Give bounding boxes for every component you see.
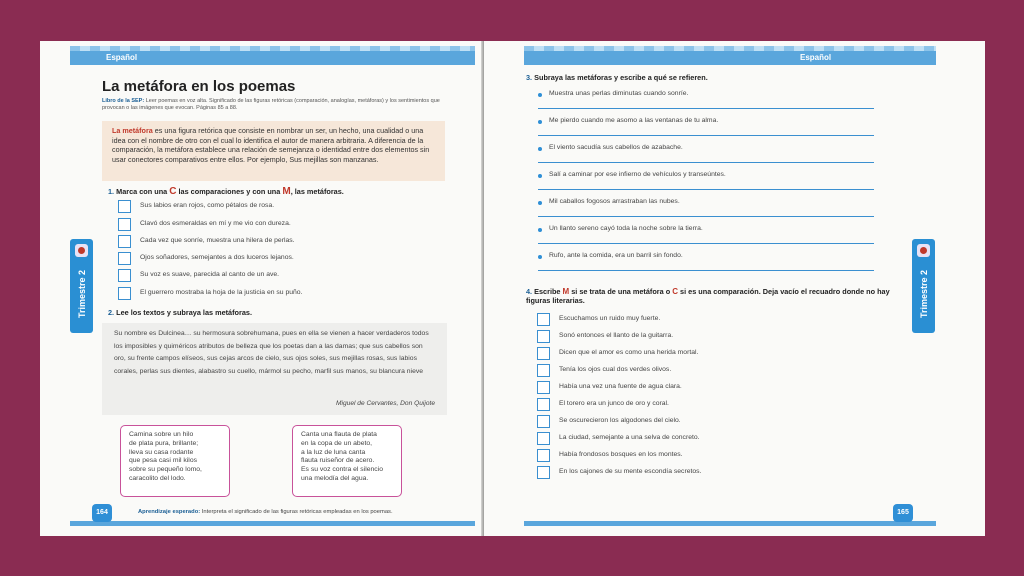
sep-reference [102,98,447,112]
subject-label: Español [800,53,832,62]
question-3-title [526,73,708,82]
book-spread [40,41,985,536]
poem-line: Es su voz contra el silencio [301,466,383,474]
trimester-label: Trimestre 2 [77,269,87,319]
q4-item-text: La ciudad, semejante a una selva de concreto. [559,434,700,441]
poem-box-1 [120,425,230,497]
poem-box-2 [292,425,402,497]
q4-item-text: Sonó entonces el llanto de la guitarra. [559,332,674,339]
answer-checkbox[interactable] [537,330,550,343]
poem-line: que pesa casi mil kilos [129,457,197,465]
answer-checkbox[interactable] [118,200,131,213]
subject-label: Español [106,53,138,62]
passage-author: Miguel de Cervantes, Don Quijote [336,400,435,407]
letter-c: C [672,287,678,296]
answer-checkbox[interactable] [537,398,550,411]
answer-line[interactable] [538,135,874,136]
trimester-tab [912,239,935,333]
q1-item-text: Sus labios eran rojos, como pétalos de rosa. [140,202,275,209]
poem-line: Canta una flauta de plata [301,431,377,438]
page-number: 165 [893,504,913,522]
question-1-title [108,186,344,197]
q3-text: Subraya las metáforas y escribe a qué se refieren. [534,73,708,82]
answer-checkbox[interactable] [118,235,131,248]
poem-line: lleva su casa rodante [129,448,194,456]
book-icon [75,244,88,257]
q1-text-pre: Marca con una [116,187,170,196]
q4-item-text: Había una vez una fuente de agua clara. [559,383,682,390]
bullet [538,174,542,178]
answer-line[interactable] [538,162,874,163]
poem-line: sobre su pequeño lomo, [129,466,202,474]
answer-line[interactable] [538,243,874,244]
question-number: 1. [108,187,115,196]
answer-checkbox[interactable] [537,313,550,326]
answer-checkbox[interactable] [537,364,550,377]
q2-text: Lee los textos y subraya las metáforas. [116,308,252,317]
poem-line: a la luz de luna canta [301,448,366,456]
bullet [538,147,542,151]
q4-item-text: Había frondosos bosques en los montes. [559,451,683,458]
q1-text-post: , las metáforas. [290,187,344,196]
definition-keyword: La metáfora [112,126,153,135]
poem-line: Camina sobre un hilo [129,431,194,438]
q1-item-text: Su voz es suave, parecida al canto de un ave. [140,271,280,278]
answer-checkbox[interactable] [537,381,550,394]
answer-checkbox[interactable] [118,252,131,265]
reference-text: Leer poemas en voz alta. Significado de las figuras retóricas (comparación, analogías, metáforas) y los sentimientos que provocan o las imágenes que evocan. Páginas 85 a 88. [102,98,440,111]
quote-passage [102,323,447,415]
q4-item-text: En los cajones de su mente escondía secretos. [559,468,702,475]
letter-c: C [169,186,177,197]
q3-item-text: Me pierdo cuando me asomo a las ventanas de tu alma. [549,117,719,124]
q1-item-text: Clavó dos esmeraldas en mí y me vio con dureza. [140,220,291,227]
passage-text: Su nombre es Dulcinea… su hermosura sobrehumana, pues en ella se vienen a hacer verdaderos todos los imposibles y quiméricos atributos de belleza que los poetas dan a las damas; que sus cabellos son oro, su frente campos elíseos, sus cejas arcos de cielo, sus ojos soles, sus mejillas rosas, sus labios corales, perlas sus dientes, alabastro su cuello, mármol su pecho, marfil sus manos, su blancura nieve [114,330,429,375]
footer-bar [70,521,475,526]
q4-item-text: El torero era un junco de oro y coral. [559,400,669,407]
objective-label: Aprendizaje esperado: [138,509,201,515]
answer-checkbox[interactable] [118,287,131,300]
trimester-label: Trimestre 2 [919,269,929,319]
q4-text-post: si es una comparación. Deja vacío el recuadro donde no hay figuras literarias. [526,287,890,305]
definition-body: es una figura retórica que consiste en nombrar un ser, un hecho, una cualidad o una idea con el nombre de otro con el cual lo identifica el autor de manera arbitraria. A diferencia de la comparación, la metáfora establece una relación de semejanza o identidad entre dos elementos sin usar conectores comparativos entre ellos. Por ejemplo, Sus mejillas son manzanas. [112,126,430,164]
bullet [538,228,542,232]
q3-item-text: Rufo, ante la comida, era un barril sin fondo. [549,252,683,259]
bullet [538,255,542,259]
answer-line[interactable] [538,270,874,271]
bullet [538,93,542,97]
page-title: La metáfora en los poemas [102,78,296,95]
letter-m: M [562,287,570,296]
left-page [40,41,483,536]
header-bar [524,51,936,65]
q1-item-text: Ojos soñadores, semejantes a dos luceros lejanos. [140,254,294,261]
answer-checkbox[interactable] [118,269,131,282]
answer-line[interactable] [538,216,874,217]
q4-text-pre: Escribe [534,287,563,296]
question-number: 3. [526,73,533,82]
page-number: 164 [92,504,112,522]
answer-checkbox[interactable] [118,218,131,231]
question-number: 2. [108,308,115,317]
answer-checkbox[interactable] [537,415,550,428]
poem-line: caracolito del lodo. [129,474,186,482]
question-2-title [108,308,252,317]
right-page [484,41,985,536]
book-icon [917,244,930,257]
poem-line: una melodía del agua. [301,474,369,482]
definition-text [112,126,435,164]
objective-text: Interpreta el significado de las figuras retóricas empleadas en los poemas. [201,509,393,515]
q3-item-text: Salí a caminar por ese infierno de vehículos y transeúntes. [549,171,726,178]
q4-item-text: Se oscurecieron los algodones del cielo. [559,417,681,424]
q1-text-mid: las comparaciones y con una [176,187,283,196]
poem-line: flauta ruiseñor de acero. [301,457,375,465]
answer-checkbox[interactable] [537,466,550,479]
q4-item-text: Dicen que el amor es como una herida mortal. [559,349,699,356]
q3-item-text: Un llanto sereno cayó toda la noche sobre la tierra. [549,225,703,232]
q4-text-mid: si se trata de una metáfora o [569,287,673,296]
answer-checkbox[interactable] [537,432,550,445]
q1-item-text: El guerrero mostraba la hoja de la justicia en su puño. [140,289,303,296]
q4-item-text: Escuchamos un ruido muy fuerte. [559,315,661,322]
q1-item-text: Cada vez que sonríe, muestra una hilera de perlas. [140,237,295,244]
poem-line: en la copa de un abeto, [301,439,373,447]
answer-line[interactable] [538,108,874,109]
trimester-tab [70,239,93,333]
poem-line: de plata pura, brillante; [129,439,199,447]
question-number: 4. [526,287,533,296]
q3-item-text: Mil caballos fogosos arrastraban las nubes. [549,198,680,205]
letter-m: M [282,186,291,197]
answer-line[interactable] [538,189,874,190]
answer-checkbox[interactable] [537,347,550,360]
reference-label: Libro de la SEP: [102,98,145,104]
bullet [538,120,542,124]
q4-item-text: Tenía los ojos cual dos verdes olivos. [559,366,672,373]
q3-item-text: El viento sacudía sus cabellos de azabache. [549,144,683,151]
poem-2-text [301,431,397,484]
footer-bar [524,521,936,526]
question-4-title [526,287,906,305]
definition-box [102,121,445,181]
answer-checkbox[interactable] [537,449,550,462]
learning-objective [138,509,393,515]
poem-1-text [129,431,225,484]
bullet [538,201,542,205]
q3-item-text: Muestra unas perlas diminutas cuando sonríe. [549,90,689,97]
